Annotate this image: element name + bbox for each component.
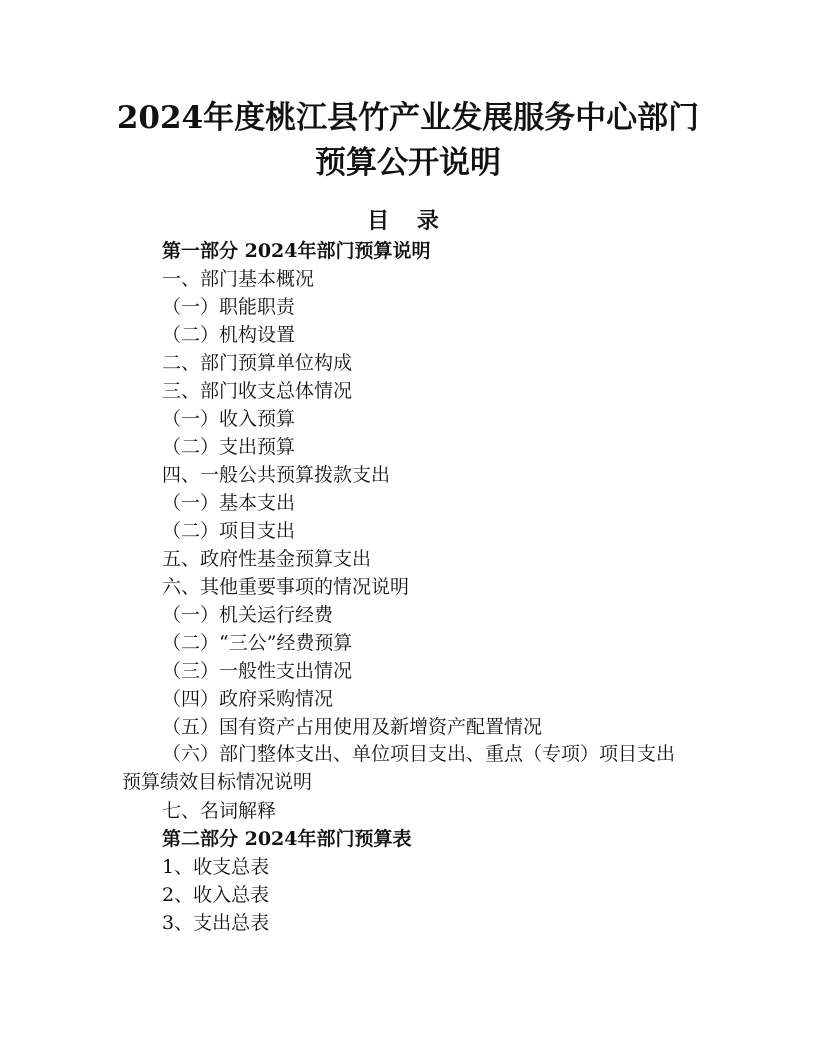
toc-item: （二）“三公”经费预算 <box>162 632 353 654</box>
toc-item: （一）机关运行经费 <box>162 604 334 626</box>
toc-item: （三）一般性支出情况 <box>162 660 353 682</box>
toc-part-two: 第二部分 2024年部门预算表 <box>162 828 412 850</box>
toc-item: （二）项目支出 <box>162 520 296 542</box>
document-title-line2: 预算公开说明 <box>315 145 501 181</box>
toc-item: （一）职能职责 <box>162 296 296 318</box>
toc-item: （一）基本支出 <box>162 492 296 514</box>
document-title-line1: 2024年度桃江县竹产业发展服务中心部门 <box>116 100 700 136</box>
toc-part-one: 第一部分 2024年部门预算说明 <box>162 240 431 262</box>
toc-item: 3、支出总表 <box>162 912 270 934</box>
toc-item: 六、其他重要事项的情况说明 <box>162 576 410 598</box>
toc-item-wrapped: （六）部门整体支出、单位项目支出、重点（专项）项目支出预算绩效目标情况说明 <box>122 743 676 793</box>
toc-item: 五、政府性基金预算支出 <box>162 548 372 570</box>
toc-item: 2、收入总表 <box>162 884 270 906</box>
toc-item: 1、收支总表 <box>162 856 270 878</box>
toc-item: 一、部门基本概况 <box>162 268 315 290</box>
toc-item: （一）收入预算 <box>162 408 296 430</box>
toc-item: （二）机构设置 <box>162 324 296 346</box>
toc-item: 四、一般公共预算拨款支出 <box>162 464 391 486</box>
toc-item: 七、名词解释 <box>162 800 277 822</box>
toc-item: 二、部门预算单位构成 <box>162 352 353 374</box>
toc-item: （二）支出预算 <box>162 436 296 458</box>
toc-heading: 目 录 <box>367 208 449 234</box>
toc-item: （五）国有资产占用使用及新增资产配置情况 <box>162 716 543 738</box>
toc-item: 三、部门收支总体情况 <box>162 380 353 402</box>
toc-item: （四）政府采购情况 <box>162 688 334 710</box>
